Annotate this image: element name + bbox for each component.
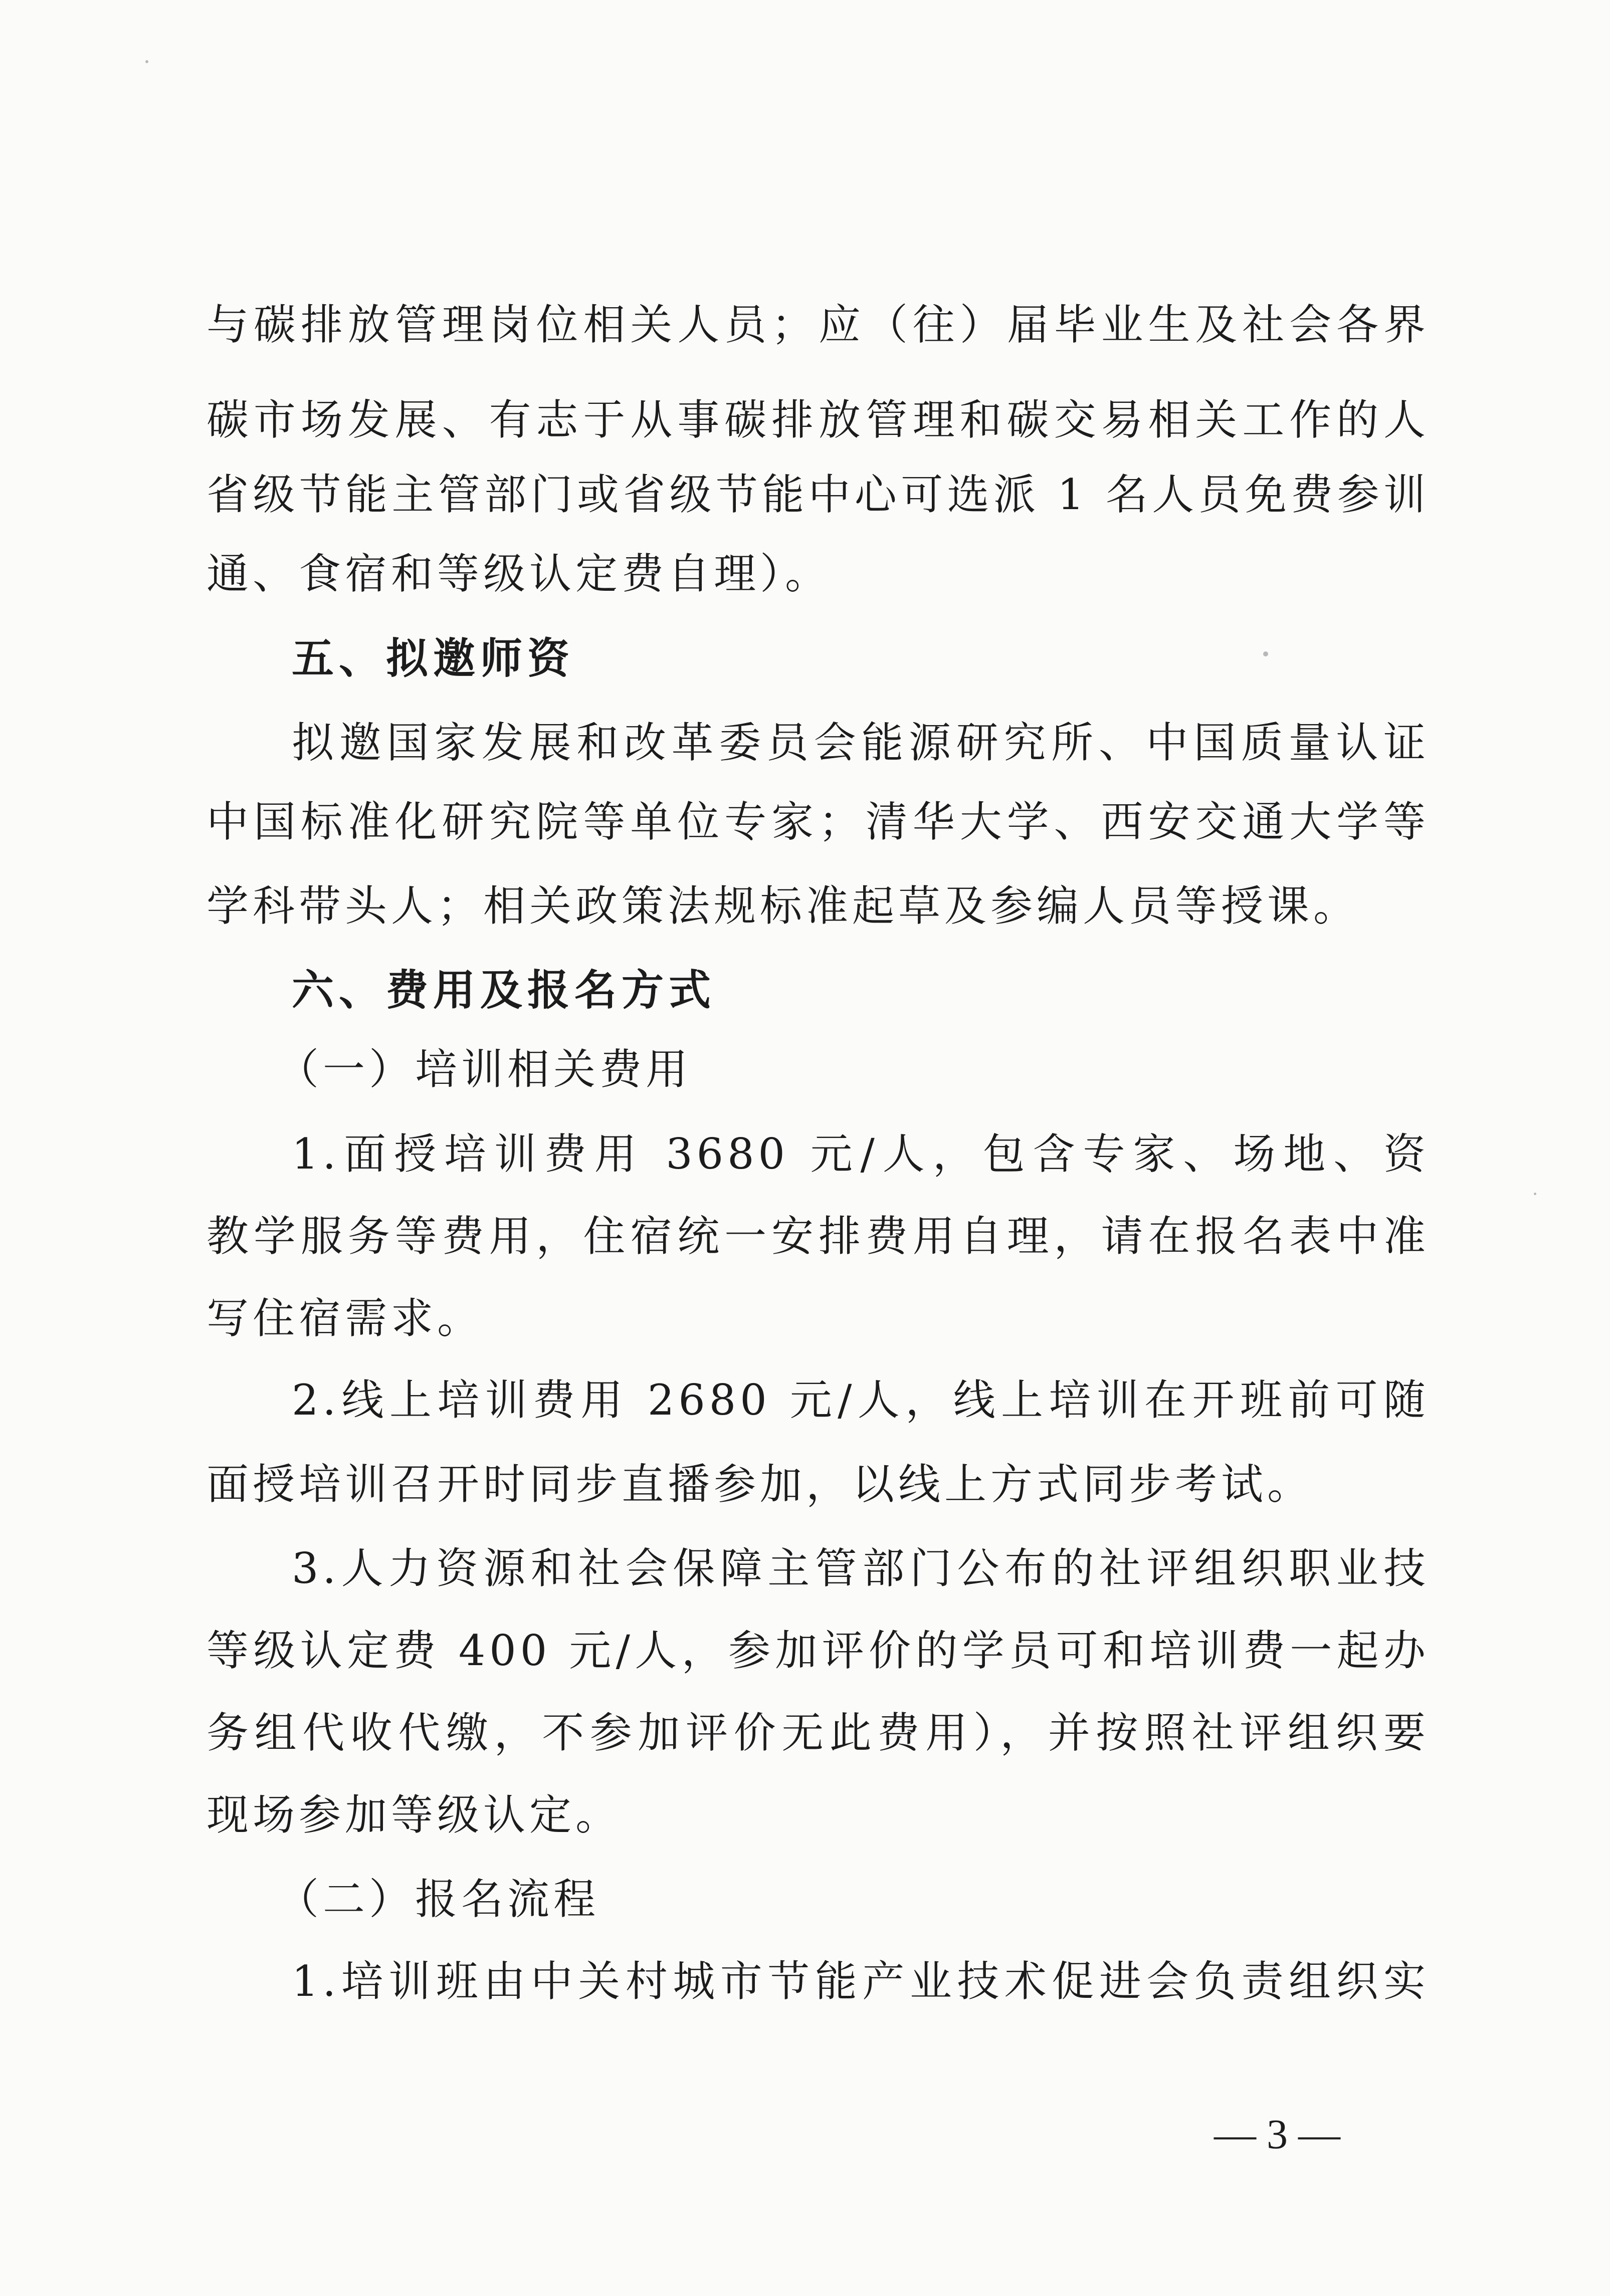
paragraph-line: 与碳排放管理岗位相关人员；应（往）届毕业生及社会各界 <box>207 300 1430 349</box>
paragraph-line: 碳市场发展、有志于从事碳排放管理和碳交易相关工作的人 <box>207 395 1430 444</box>
section-heading-5: 五、拟邀师资 <box>292 634 575 683</box>
paragraph-line: 面授培训召开时同步直播参加，以线上方式同步考试。 <box>207 1460 1314 1509</box>
paragraph-line: 3.人力资源和社会保障主管部门公布的社评组织职业技 <box>292 1544 1430 1593</box>
scan-speck <box>1534 1193 1536 1195</box>
paragraph-line: 1.培训班由中关村城市节能产业技术促进会负责组织实 <box>292 1957 1430 2006</box>
paragraph-line: 通、食宿和等级认定费自理）。 <box>207 549 832 598</box>
subsection-heading-2: （二）报名流程 <box>277 1875 600 1924</box>
paragraph-line: 教学服务等费用，住宿统一安排费用自理，请在报名表中准 <box>207 1212 1430 1261</box>
paragraph-line: 拟邀国家发展和改革委员会能源研究所、中国质量认证 <box>292 718 1430 767</box>
paragraph-line: 学科带头人；相关政策法规标准起草及参编人员等授课。 <box>207 881 1360 931</box>
paragraph-line: 现场参加等级认定。 <box>207 1790 622 1840</box>
paragraph-line: 务组代收代缴，不参加评价无此费用），并按照社评组织要 <box>207 1708 1430 1757</box>
paragraph-line: 1.面授培训费用 3680 元/人，包含专家、场地、资 <box>292 1129 1430 1179</box>
paragraph-line: 写住宿需求。 <box>207 1294 484 1343</box>
paragraph-line: 等级认定费 400 元/人，参加评价的学员可和培训费一起办 <box>207 1626 1430 1675</box>
paragraph-line: 省级节能主管部门或省级节能中心可选派 1 名人员免费参训 <box>207 470 1430 519</box>
paragraph-line: 2.线上培训费用 2680 元/人，线上培训在开班前可随 <box>292 1375 1430 1425</box>
subsection-heading-1: （一）培训相关费用 <box>277 1045 692 1094</box>
page-number: — 3 — <box>1214 2111 1340 2158</box>
scan-speck <box>145 60 148 63</box>
section-heading-6: 六、费用及报名方式 <box>292 966 716 1015</box>
paragraph-line: 中国标准化研究院等单位专家；清华大学、西安交通大学等 <box>207 797 1430 846</box>
scan-speck <box>1263 651 1268 656</box>
